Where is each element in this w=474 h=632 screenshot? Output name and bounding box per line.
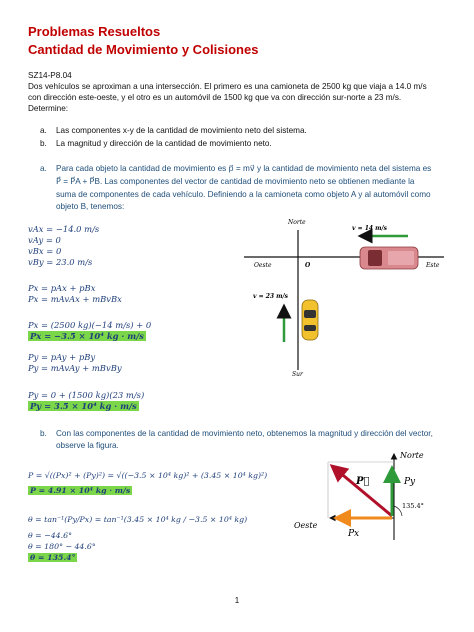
truck-icon (360, 247, 418, 269)
velocity-equations (28, 224, 99, 268)
eq-py-sum: Py = pAy + pBy (28, 352, 96, 362)
eq-px-mass: Px = mAvAx + mBvBx (28, 294, 122, 304)
eq-vBx: vBx = 0 (28, 246, 62, 256)
car-icon (302, 300, 318, 340)
answer-theta: θ = 135.4° (30, 553, 76, 562)
part-a-line-1: Para cada objeto la cantidad de movimiento es p⃗ = mv⃗ y la cantidad de movimiento neta del sistema es (56, 164, 432, 173)
eq-theta-2: θ = 180° − 44.6° (28, 542, 96, 551)
label-angle: 135.4° (402, 502, 424, 510)
label-oeste: Oeste (254, 262, 272, 269)
label-Py: Py (404, 477, 416, 487)
angle-arc (394, 506, 402, 516)
eq-px-sum: Px = pAx + pBx (28, 283, 96, 293)
answer-px: Px = −3.5 × 10⁴ kg · m/s (30, 331, 144, 341)
doc-title: Problemas Resueltos (28, 24, 161, 39)
eq-py-values: Py = 0 + (1500 kg)(23 m/s) (28, 390, 145, 400)
item-b-text: La magnitud y dirección de la cantidad de movimiento neto. (56, 139, 272, 148)
item-b-letter: b. (40, 139, 47, 148)
eq-py-mass: Py = mAvAy + mBvBy (28, 363, 122, 373)
vector-diagram (290, 448, 456, 544)
eq-vBy: vBy = 23.0 m/s (28, 257, 93, 267)
eq-theta-1: θ = −44.6° (28, 531, 72, 540)
doc-subtitle: Cantidad de Movimiento y Colisiones (28, 42, 259, 57)
label-P: P⃗ (356, 476, 370, 487)
py-equations (28, 352, 122, 374)
label-oeste-2: Oeste (294, 521, 318, 530)
label-Px: Px (348, 529, 360, 539)
answer-magnitude: P = 4.91 × 10⁴ kg · m/s (30, 486, 131, 495)
part-b-line-1: Con las componentes de la cantidad de movimiento neto, obtenemos la magnitud y dirección del vector, (56, 429, 433, 438)
label-sur: Sur (292, 371, 303, 378)
py-result (28, 390, 144, 412)
eq-vAy: vAy = 0 (28, 235, 61, 245)
label-norte-2: Norte (400, 451, 424, 460)
eq-magnitude: P = √((Px)² + (Py)²) = √((−3.5 × 10⁴ kg)² + (3.45 × 10⁴ kg)²) (28, 471, 268, 480)
px-result (28, 320, 151, 342)
part-a-letter: a. (40, 164, 47, 173)
angle-equations (28, 514, 247, 563)
label-este: Este (426, 262, 440, 269)
part-b-letter: b. (40, 429, 47, 438)
problem-line-3: Determine: (28, 104, 69, 113)
problem-line-2: con dirección este-oeste, y el otro es un automóvil de 1500 kg que va con dirección sur-norte a 23 m/s. (28, 93, 402, 102)
part-a-line-4: objeto B, tenemos: (56, 202, 125, 211)
item-a-letter: a. (40, 126, 47, 135)
page-number: 1 (234, 596, 240, 605)
label-v-car: v = 23 m/s (253, 293, 289, 300)
magnitude-equations (28, 470, 267, 496)
problem-code: SZ14-P8.04 (28, 71, 72, 80)
px-equations (28, 283, 122, 305)
label-norte: Norte (288, 219, 306, 226)
answer-py: Py = 3.5 × 10⁴ kg · m/s (30, 401, 137, 411)
net-momentum-vector (332, 466, 392, 516)
problem-line-1: Dos vehículos se aproximan a una intersección. El primero es una camioneta de 2500 kg que viaja a 14.0 m/s (28, 82, 427, 91)
eq-vAx: vAx = −14.0 m/s (28, 224, 100, 234)
eq-theta: θ = tan⁻¹(Py/Px) = tan⁻¹(3.45 × 10⁴ kg / −3.5 × 10⁴ kg) (28, 515, 248, 524)
part-b-line-2: observe la figura. (56, 441, 119, 450)
intersection-diagram (240, 214, 450, 380)
part-a-line-3: suma de componentes de cada vehículo. Definiendo a la camioneta como objeto A y al automóvil como (56, 190, 431, 199)
item-a-text: Las componentes x-y de la cantidad de movimiento neto del sistema. (56, 126, 307, 135)
eq-px-values: Px = (2500 kg)(−14 m/s) + 0 (28, 320, 152, 330)
label-origin: O (305, 262, 311, 269)
part-a-line-2: P⃗ = P⃗A + P⃗B. Las componentes del vector de cantidad de movimiento neto se obtienen mediante la (56, 177, 415, 186)
label-v-truck: v = 14 m/s (352, 225, 388, 232)
